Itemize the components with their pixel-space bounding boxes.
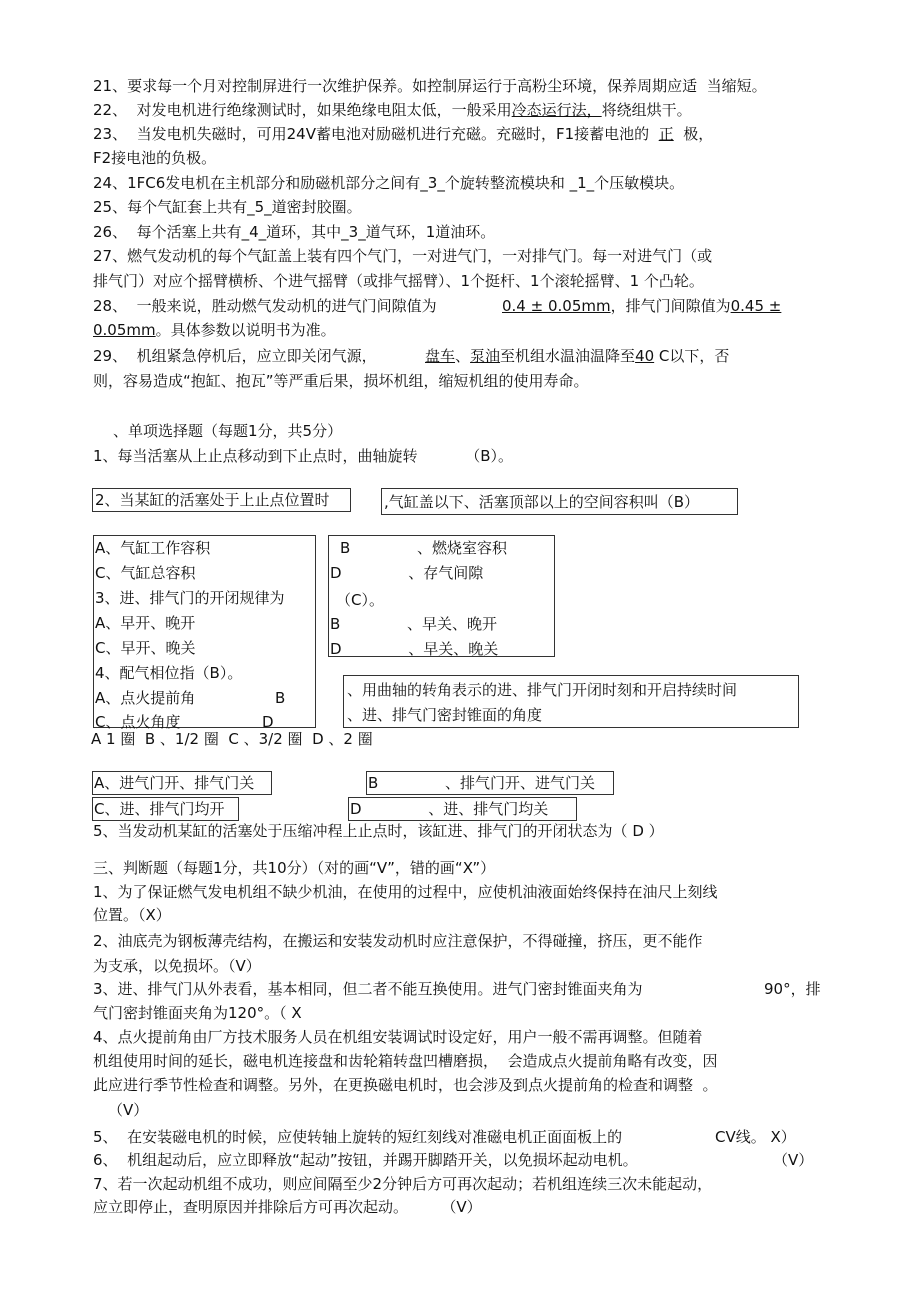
tf-question-1-cont: 位置。（X） [93, 906, 171, 924]
question-21: 21、要求每一个月对控制屏进行一次维护保养。如控制屏运行于高粉尘环境，保养周期应适 当缩短。 [93, 77, 767, 95]
option-q5-d: D 、进、排气门均关 [350, 800, 549, 818]
answer-underlined: 0.4 ± 0.05mm [502, 297, 611, 315]
section-header-true-false: 三、判断题（每题1分，共10分）（对的画“V”，错的画“X”） [93, 859, 496, 877]
answer-underlined: 0.45 ± [730, 297, 782, 315]
choice-question-2-cont: ,气缸盖以下、活塞顶部以上的空间容积叫（B） [384, 493, 700, 511]
question-26: 26、 每个活塞上共有_4_道环，其中_3_道气环，1道油环。 [93, 223, 496, 241]
option-q3-a: A、早开、晚开 [95, 614, 196, 632]
tf-question-7-cont: 应立即停止，查明原因并排除后方可再次起动。 （V） [93, 1198, 482, 1216]
question-29-answers: 盘车、泵油至机组水温油温降至40 C以下，否 [425, 347, 730, 365]
option-q5-b: B 、排气门开、进气门关 [368, 774, 596, 792]
option-q3-c: C、早开、晚关 [95, 639, 196, 657]
option-q2-a: A、气缸工作容积 [95, 539, 211, 557]
tf-question-3-cont: 气门密封锥面夹角为120°。（ X [93, 1004, 302, 1022]
tf-question-4-cont2: 此应进行季节性检查和调整。另外，在更换磁电机时，也会涉及到点火提前角的检查和调整 。 [93, 1076, 718, 1094]
answer-underlined: 40 [635, 347, 655, 365]
tf-question-3-degree: 90°，排 [764, 980, 821, 998]
answer-underlined: 盘车 [425, 347, 456, 365]
choice-question-2: 2、当某缸的活塞处于上止点位置时 [95, 491, 330, 509]
option-q2-c: C、气缸总容积 [95, 564, 196, 582]
tf-question-1: 1、为了保证燃气发电机组不缺少机油，在使用的过程中，应使机油液面始终保持在油尺上刻线 [93, 883, 718, 901]
choice-question-1: 1、每当活塞从上止点移动到下止点时，曲轴旋转 （B）。 [93, 447, 514, 465]
tf-question-5: 5、 在安装磁电机的时候，应使转轴上旋转的短红刻线对准磁电机正面面板上的 [93, 1128, 623, 1146]
section-header-single-choice: 、单项选择题（每题1分，共5分） [113, 422, 343, 440]
answer-underlined: 0.05mm [93, 321, 156, 339]
answer-underlined: 冷态运行法， [511, 101, 602, 119]
option-q5-c: C、进、排气门均开 [94, 800, 225, 818]
question-27-cont: 排气门）对应个摇臂横桥、个进气摇臂（或排气摇臂）、1个挺杆、1个滚轮摇臂、1 个凸轮。 [93, 272, 704, 290]
option-q2-d: D 、存气间隙 [330, 564, 484, 582]
question-23: 23、 当发电机失磁时，可用24V蓄电池对励磁机进行充磁。充磁时，F1接蓄电池的 正 极， [93, 125, 714, 143]
question-29-cont: 则，容易造成“抱缸、抱瓦”等严重后果，损坏机组，缩短机组的使用寿命。 [93, 372, 589, 390]
question-28: 28、 一般来说，胜动燃气发动机的进气门间隙值为 [93, 297, 437, 315]
tf-question-6: 6、 机组起动后，应立即释放“起动”按钮，并踢开脚踏开关，以免损坏起动电机。 [93, 1151, 638, 1169]
tf-question-6-answer: （V） [773, 1151, 814, 1169]
option-q4-b: 、用曲轴的转角表示的进、排气门开闭时刻和开启持续时间 [347, 681, 738, 699]
tf-question-4: 4、点火提前角由厂方技术服务人员在机组安装调试时设定好，用户一般不需再调整。但随着 [93, 1028, 703, 1046]
answer-underlined: 泵油 [470, 347, 501, 365]
option-q4-b-letter: B [275, 689, 286, 707]
choice-question-5: 5、当发动机某缸的活塞处于压缩冲程上止点时，该缸进、排气门的开闭状态为（ D ） [93, 822, 664, 840]
option-q4-a: A、点火提前角 [95, 689, 196, 707]
question-29: 29、 机组紧急停机后，应立即关闭气源， [93, 347, 377, 365]
option-q2-b: B 、燃烧室容积 [340, 539, 508, 557]
option-q3-b: B 、早关、晚开 [330, 615, 498, 633]
question-24: 24、1FC6发电机在主机部分和励磁机部分之间有_3_个旋转整流模块和 _1_个压敏模块。 [93, 174, 685, 192]
choice-question-1-options: A 1 圈 B 、1/2 圈 C 、3/2 圈 D 、2 圈 [91, 730, 373, 748]
choice-question-3: 3、进、排气门的开闭规律为 [95, 589, 285, 607]
question-27: 27、燃气发动机的每个气缸盖上装有四个气门，一对进气门，一对排气门。每一对进气门（或 [93, 247, 713, 265]
choice-question-3-answer: （C）。 [336, 591, 384, 609]
tf-question-4-answer: （V） [108, 1101, 149, 1119]
tf-question-2-cont: 为支承，以免损坏。（V） [93, 957, 261, 975]
question-28-cont: 0.05mm。具体参数以说明书为准。 [93, 321, 336, 339]
answer-underlined: 正 [658, 125, 674, 143]
tf-question-4-cont1: 机组使用时间的延长，磁电机连接盘和齿轮箱转盘凹槽磨损， 会造成点火提前角略有改变，因 [93, 1052, 718, 1070]
option-q4-d: 、进、排气门密封锥面的角度 [347, 706, 543, 724]
option-q3-d: D 、早关、晚关 [330, 640, 499, 658]
question-23-cont: F2接电池的负极。 [93, 149, 217, 167]
tf-question-5-answer: CV线。 X） [715, 1128, 796, 1146]
question-25: 25、每个气缸套上共有_5_道密封胶圈。 [93, 198, 362, 216]
option-q4-d-letter: D [262, 713, 274, 731]
choice-question-4: 4、配气相位指（B）。 [95, 664, 243, 682]
tf-question-2: 2、油底壳为钢板薄壳结构，在搬运和安装发动机时应注意保护，不得碰撞，挤压，更不能作 [93, 932, 703, 950]
tf-question-3: 3、进、排气门从外表看，基本相同，但二者不能互换使用。进气门密封锥面夹角为 [93, 980, 643, 998]
question-28-values: 0.4 ± 0.05mm，排气门间隙值为0.45 ± [502, 297, 782, 315]
option-q5-a: A、进气门开、排气门关 [94, 774, 255, 792]
question-22: 22、 对发电机进行绝缘测试时，如果绝缘电阻太低，一般采用冷态运行法，将绕组烘干。 [93, 101, 692, 119]
option-q4-c: C、点火角度 [95, 713, 181, 731]
tf-question-7: 7、若一次起动机组不成功，则应间隔至少2分钟后方可再次起动；若机组连续三次未能起动， [93, 1175, 713, 1193]
